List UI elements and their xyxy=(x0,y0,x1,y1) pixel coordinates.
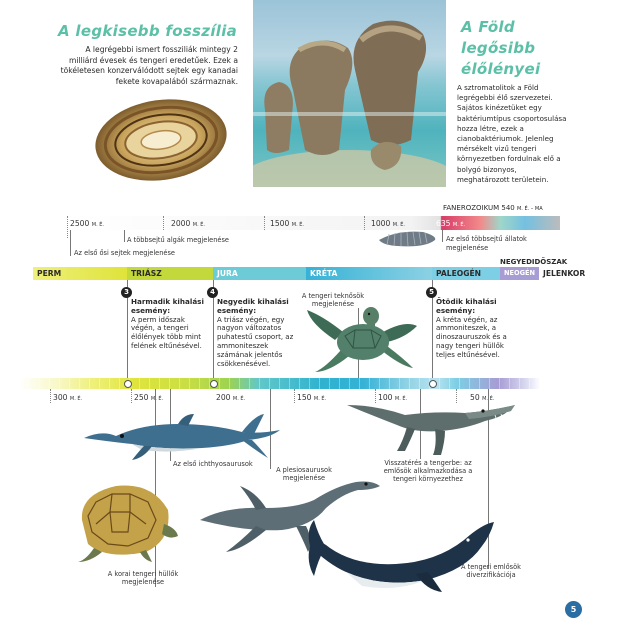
left-panel-text: A legrégebbi ismert fossziliák mintegy 2 milliárd évesek és tengeri eredetűek. Ezek a tökéletesen konzerválódott sejtek egy kanadai fekete kovapalából származnak. xyxy=(60,45,238,86)
precambrian-tick-1000: 1000 M. É. xyxy=(371,219,405,228)
right-panel-title-2: legősibb xyxy=(461,39,536,57)
plesiosaurs-caption: A plesiosaurusok megjelenése xyxy=(276,466,332,482)
placodont-illustration xyxy=(76,472,180,564)
precambrian-divider xyxy=(67,216,68,238)
extinction-3-text: Harmadik kihalási esemény: A perm időszak végén, a tengeri élőlények több mint felének eltűnésével. xyxy=(131,297,204,350)
extinction-5-text: Ötödik kihalási esemény: A kréta végén, az ammoniteszek, a dinoszauruszok és a nagy tengeri hüllők teljes eltűnésével. xyxy=(436,297,507,359)
extinction-5-badge: 5 xyxy=(426,287,437,298)
period-triasz: TRIÁSZ xyxy=(127,267,213,280)
marine-mammals-caption: A tengeri emlősök diverzifikációja xyxy=(461,563,521,579)
fossil-illustration xyxy=(90,96,232,184)
perm-boundary-dot xyxy=(124,380,132,388)
precambrian-tick-2500: 2500 M. É. xyxy=(70,219,104,228)
turtles-caption: A tengeri teknősök megjelenése xyxy=(301,292,365,308)
tick-divider xyxy=(50,389,51,403)
triasz-boundary-dot xyxy=(210,380,218,388)
page-number-badge: 5 xyxy=(565,601,582,618)
phanero-tick-150: 150 M. É. xyxy=(297,393,327,402)
cells-marker-line xyxy=(70,230,71,256)
stromatolite-photo xyxy=(253,0,446,187)
animals-event: Az első többsejtű állatok megjelenése xyxy=(446,235,527,252)
phanero-tick-300: 300 M. É. xyxy=(53,393,83,402)
whale-illustration xyxy=(306,506,496,594)
period-paleogen: PALEOGÉN xyxy=(432,267,500,280)
extinction-4-badge: 4 xyxy=(207,287,218,298)
algae-event: A többsejtű algák megjelenése xyxy=(127,236,229,244)
tick-divider xyxy=(131,389,132,403)
precambrian-tick-1500: 1500 M. É. xyxy=(270,219,304,228)
precambrian-divider xyxy=(264,216,265,230)
kreta-boundary-dot xyxy=(429,380,437,388)
phanero-tick-50: 50 M. É. xyxy=(470,393,495,402)
period-neogen: NEOGÉN xyxy=(500,267,537,280)
dickinsonia-illustration xyxy=(377,228,439,250)
return-sea-caption: Visszatérés a tengerbe: az emlősök alkalmazkodása a tengeri környezethez xyxy=(383,459,473,483)
precambrian-tick-2000: 2000 M. É. xyxy=(171,219,205,228)
period-kreta: KRÉTA xyxy=(306,267,432,280)
precambrian-divider xyxy=(163,216,164,230)
precambrian-tick-635: 635 M. É. xyxy=(436,219,466,228)
cells-event: Az első ősi sejtek megjelenése xyxy=(74,249,175,257)
period-jelenkor: JELENKOR xyxy=(537,267,583,280)
period-perm: PERM xyxy=(33,267,127,280)
phanero-tick-100: 100 M. É. xyxy=(378,393,408,402)
ichthyosaur-illustration xyxy=(82,412,282,462)
extinction-3-badge: 3 xyxy=(121,287,132,298)
right-panel-title-3: élőlényei xyxy=(461,60,541,78)
phanero-tick-200: 200 M. É. xyxy=(216,393,246,402)
phanero-tick-250: 250 M. É. xyxy=(134,393,164,402)
phanerozoic-bar-stripes xyxy=(20,378,540,389)
algae-marker-line xyxy=(124,230,125,242)
right-panel-title-1: A Föld xyxy=(461,18,515,36)
period-jura: JURA xyxy=(213,267,306,280)
ambulocetus-illustration xyxy=(345,395,517,457)
fanerozoikum-label: FANEROZOIKUM 540 M. É. – MA xyxy=(443,204,543,212)
marine-reptiles-caption: A korai tengeri hüllők megjelenése xyxy=(107,570,179,586)
right-panel-text: A sztromatolitok a Föld legrégebbi élő szervezetei. Sajátos kinézetüket egy baktériumtípus csoportosulása hozza létre, ezek a cianobaktériumok. Jelenleg mérsékelt vizű tengeri környezetben fordulnak elő a bolygó bizonyos, meghatározott területein. xyxy=(457,83,567,184)
sea-turtle-illustration xyxy=(305,302,421,374)
left-panel-title: A legkisebb fosszília xyxy=(58,22,238,40)
tick-divider xyxy=(294,389,295,403)
animals-marker-line xyxy=(442,230,443,242)
precambrian-bar xyxy=(62,216,560,230)
extinction-4-text: Negyedik kihalási esemény: A triász végén, egy nagyon változatos puhatestű csoport, az ammoniteszek számának jelentős csökkenésével. xyxy=(217,297,294,368)
ichthyosaurs-caption: Az első ichthyosaurusok xyxy=(173,460,253,468)
negyedidoszak-label: NEGYEDIDŐSZAK xyxy=(500,258,568,266)
precambrian-divider xyxy=(364,216,365,230)
